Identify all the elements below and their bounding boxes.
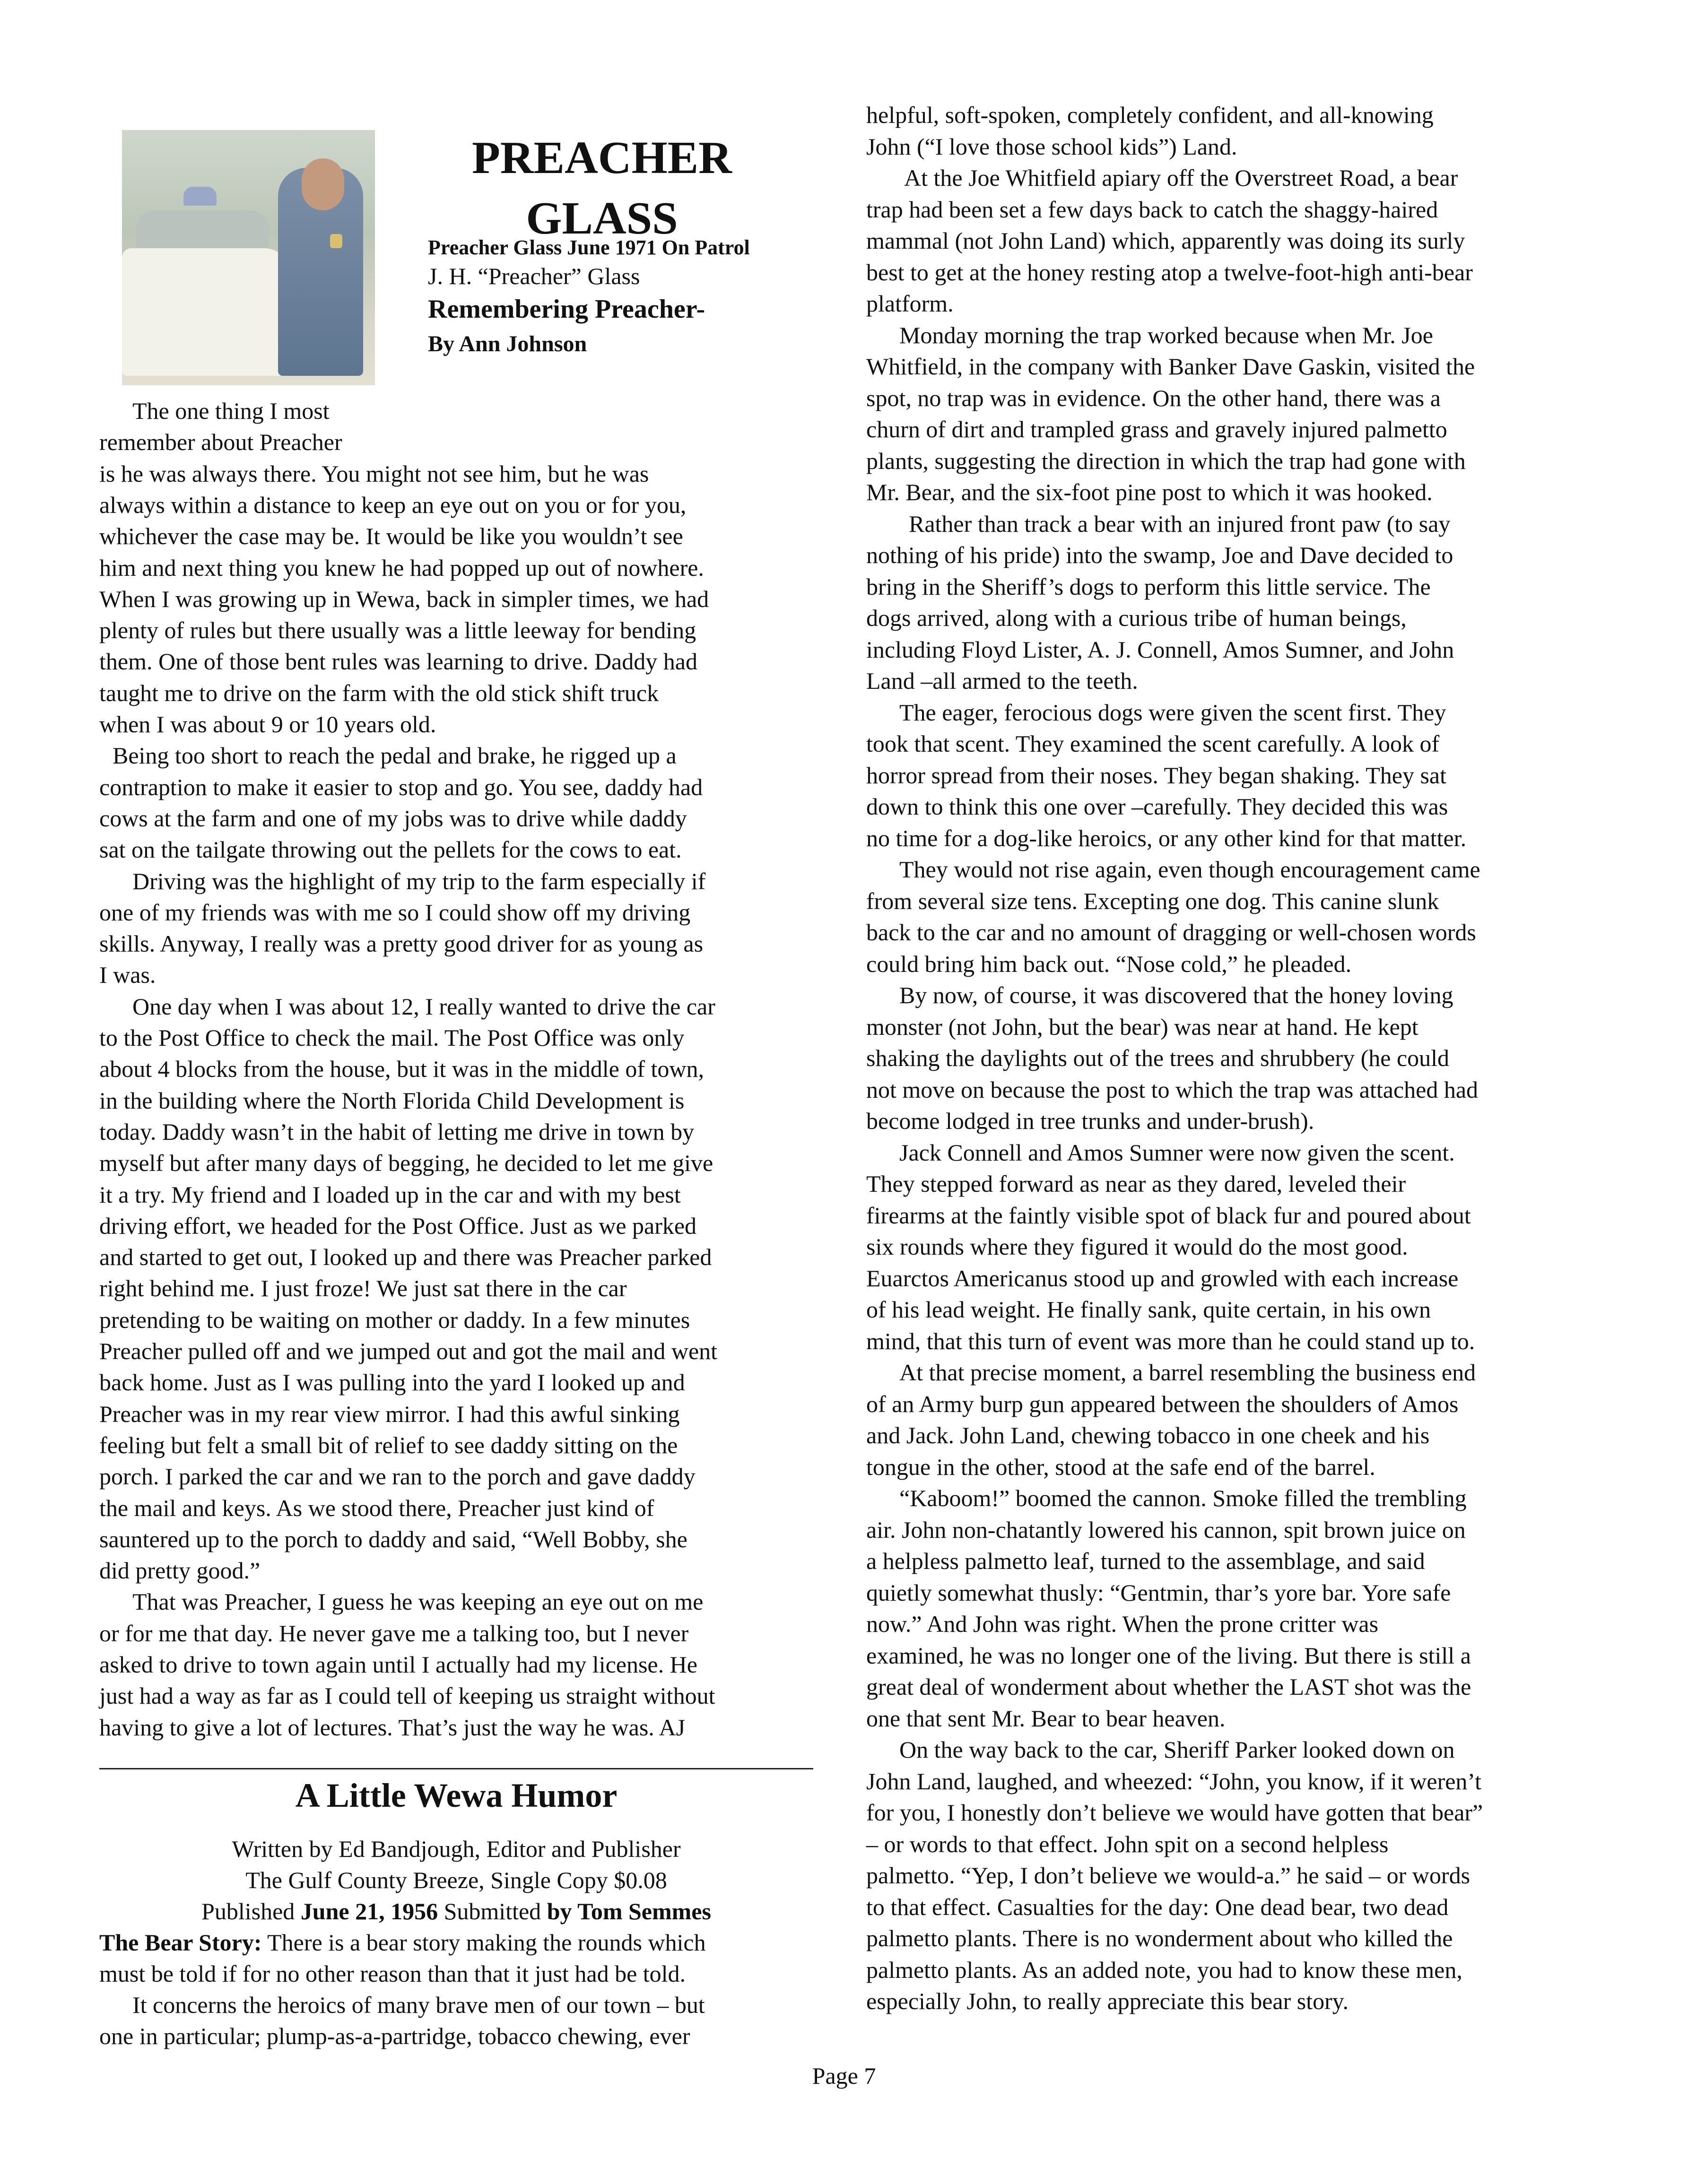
text-line: for you, I honestly don’t believe we would have gotten that bear” — [866, 1799, 1483, 1826]
text-line: one that sent Mr. Bear to bear heaven. — [866, 1705, 1226, 1732]
published-date: June 21, 1956 — [300, 1898, 438, 1924]
text-line: contraption to make it easier to stop and go. You see, daddy had — [99, 773, 703, 800]
humor-heading: A Little Wewa Humor — [295, 1777, 618, 1814]
text-line: including Floyd Lister, A. J. Connell, Amos Sumner, and John — [866, 636, 1454, 663]
text-line: back to the car and no amount of dragging or well-chosen words — [866, 919, 1476, 945]
title-line-2: GLASS — [526, 193, 678, 244]
text-line: whichever the case may be. It would be like you wouldn’t see — [99, 523, 683, 550]
text-line: plants, suggesting the direction in which the trap had gone with — [866, 447, 1466, 474]
text-line: pretending to be waiting on mother or daddy. In a few minutes — [99, 1306, 690, 1333]
text-line: back home. Just as I was pulling into the yard I looked up and — [99, 1369, 685, 1396]
text-line: and started to get out, I looked up and there was Preacher parked — [99, 1244, 712, 1271]
text-line: tongue in the other, stood at the safe end of the barrel. — [866, 1453, 1375, 1480]
text-line: not move on because the post to which the trap was attached had — [866, 1076, 1479, 1103]
page-number: Page 7 — [812, 2063, 876, 2089]
text-line: Rather than track a bear with an injured front paw (to say — [909, 510, 1451, 537]
text-line: churn of dirt and trampled grass and gravely injured palmetto — [866, 416, 1447, 442]
text-line: to that effect. Casualties for the day: One dead bear, two dead — [866, 1893, 1449, 1920]
submitted-label: Submitted — [438, 1898, 547, 1924]
text-line: Land –all armed to the teeth. — [866, 667, 1138, 694]
humor-credit-1: Written by Ed Bandjough, Editor and Publisher — [232, 1836, 681, 1862]
text-line: six rounds where they figured it would do the most good. — [866, 1233, 1408, 1260]
text-line: asked to drive to town again until I actually had my license. He — [99, 1651, 697, 1678]
text-line: – or words to that effect. John spit on a second helpless — [866, 1830, 1389, 1857]
text-line: especially John, to really appreciate this bear story. — [866, 1988, 1349, 2014]
text-line: porch. I parked the car and we ran to the porch and gave daddy — [99, 1463, 696, 1490]
text-line: That was Preacher, I guess he was keeping an eye out on me — [132, 1588, 704, 1615]
text-line: best to get at the honey resting atop a twelve-foot-high anti-bear — [866, 259, 1473, 286]
text-line: or for me that day. He never gave me a talking too, but I never — [99, 1620, 689, 1647]
byline: By Ann Johnson — [428, 331, 587, 356]
text-line: Monday morning the trap worked because when Mr. Joe — [899, 321, 1433, 348]
text-line: feeling but felt a small bit of relief to see daddy sitting on the — [99, 1431, 678, 1458]
text-line: from several size tens. Excepting one dog. This canine slunk — [866, 887, 1439, 914]
text-line: palmetto plants. There is no wonderment about who killed the — [866, 1925, 1453, 1951]
text-line: now.” And John was right. When the prone critter was — [866, 1611, 1379, 1637]
text-line: always within a distance to keep an eye out on you or for you, — [99, 491, 687, 518]
text-line: dogs arrived, along with a curious tribe of human beings, — [866, 605, 1407, 631]
text-line: Jack Connell and Amos Sumner were now given the scent. — [899, 1139, 1455, 1166]
title-line-1: PREACHER — [472, 132, 732, 183]
text-line: Preacher was in my rear view mirror. I had this awful sinking — [99, 1400, 680, 1427]
text-line: nothing of his pride) into the swamp, Joe and Dave decided to — [866, 542, 1453, 568]
text-line: platform. — [866, 290, 954, 317]
text-line: the mail and keys. As we stood there, Preacher just kind of — [99, 1494, 654, 1521]
text-line: On the way back to the car, Sheriff Parker looked down on — [899, 1736, 1455, 1763]
text-line: Euarctos Americanus stood up and growled with each increase — [866, 1265, 1459, 1291]
text-line: At that precise moment, a barrel resembling the business end — [899, 1359, 1476, 1386]
text-line: no time for a dog-like heroics, or any other kind for that matter. — [866, 824, 1467, 851]
text-line: Mr. Bear, and the six-foot pine post to which it was hooked. — [866, 479, 1433, 505]
text-line: Being too short to reach the pedal and brake, he rigged up a — [113, 742, 677, 769]
section-divider — [99, 1768, 813, 1769]
submitted-by: by Tom Semmes — [547, 1898, 711, 1924]
text-line: taught me to drive on the farm with the old stick shift truck — [99, 679, 659, 706]
humor-credit-2: The Gulf County Breeze, Single Copy $0.08 — [245, 1867, 667, 1893]
text-line: shaking the daylights out of the trees and shrubbery (he could — [866, 1045, 1450, 1071]
text-line: did pretty good.” — [99, 1557, 261, 1584]
text-line: mind, that this turn of event was more than he could stand up to. — [866, 1327, 1475, 1354]
text-line: great deal of wonderment about whether the LAST shot was the — [866, 1673, 1471, 1700]
text-line: They stepped forward as near as they dared, leveled their — [866, 1170, 1406, 1197]
photo-caption: Preacher Glass June 1971 On Patrol — [428, 236, 750, 259]
text-line: air. John non-chatantly lowered his cannon, spit brown juice on — [866, 1516, 1466, 1543]
text-line: Driving was the highlight of my trip to the farm especially if — [132, 867, 706, 894]
text-line: One day when I was about 12, I really wanted to drive the car — [132, 993, 715, 1020]
text-line: palmetto plants. As an added note, you had to know these men, — [866, 1956, 1462, 1983]
text-line: must be told if for no other reason than that it just had be told. — [99, 1960, 686, 1987]
text-line: today. Daddy wasn’t in the habit of letting me drive in town by — [99, 1118, 695, 1145]
text-line: a helpless palmetto leaf, turned to the assemblage, and said — [866, 1548, 1425, 1574]
text-line: about 4 blocks from the house, but it was in the middle of town, — [99, 1056, 704, 1083]
text-line: it a try. My friend and I loaded up in the car and with my best — [99, 1181, 681, 1208]
text-line: Whitfield, in the company with Banker Dave Gaskin, visited the — [866, 353, 1475, 380]
text-line: could bring him back out. “Nose cold,” he pleaded. — [866, 950, 1352, 977]
text-line: remember about Preacher — [99, 429, 342, 456]
text-line: them. One of those bent rules was learning to drive. Daddy had — [99, 648, 697, 675]
text-line: one of my friends was with me so I could show off my driving — [99, 899, 691, 926]
text-line: John Land, laughed, and wheezed: “John, you know, if it weren’t — [866, 1768, 1482, 1794]
text-line: took that scent. They examined the scent carefully. A look of — [866, 730, 1440, 757]
article-subtitle: Remembering Preacher- — [428, 295, 705, 324]
text-line: one in particular; plump-as-a-partridge, tobacco chewing, ever — [99, 2023, 690, 2049]
text-line: mammal (not John Land) which, apparently was doing its surly — [866, 227, 1465, 254]
preacher-glass-photo — [122, 130, 375, 385]
bear-story-intro — [99, 1927, 706, 1958]
text-line: firearms at the faintly visible spot of black fur and poured about — [866, 1202, 1471, 1229]
text-line: to the Post Office to check the mail. The Post Office was only — [99, 1024, 685, 1051]
text-line: examined, he was no longer one of the living. But there is still a — [866, 1642, 1471, 1669]
text-line: driving effort, we headed for the Post Office. Just as we parked — [99, 1212, 697, 1239]
text-line: At the Joe Whitfield apiary off the Overstreet Road, a bear — [904, 165, 1458, 191]
text-line: By now, of course, it was discovered that the honey loving — [899, 982, 1453, 1008]
text-line: sat on the tailgate throwing out the pellets for the cows to eat. — [99, 836, 682, 863]
text-line: in the building where the North Florida Child Development is — [99, 1087, 685, 1114]
text-line: John (“I love those school kids”) Land. — [866, 133, 1237, 160]
text-line: skills. Anyway, I really was a pretty good driver for as young as — [99, 930, 704, 957]
text-line: horror spread from their noses. They began shaking. They sat — [866, 762, 1447, 789]
text-line: palmetto. “Yep, I don’t believe we would-a.” he said – or words — [866, 1862, 1470, 1889]
text-line: bring in the Sheriff’s dogs to perform this little service. The — [866, 573, 1431, 600]
text-line: him and next thing you knew he had popped up out of nowhere. — [99, 554, 704, 581]
text-line: When I was growing up in Wewa, back in simpler times, we had — [99, 585, 709, 612]
text-line: trap had been set a few days back to catch the shaggy-haired — [866, 196, 1438, 223]
text-line: Preacher pulled off and we jumped out and got the mail and went — [99, 1338, 718, 1364]
text-line: monster (not John, but the bear) was near at hand. He kept — [866, 1013, 1418, 1040]
text-line: become lodged in tree trunks and under-brush). — [866, 1108, 1314, 1134]
text-line: sauntered up to the porch to daddy and said, “Well Bobby, she — [99, 1525, 687, 1552]
text-line: just had a way as far as I could tell of keeping us straight without — [99, 1682, 715, 1709]
text-line: quietly somewhat thusly: “Gentmin, thar’s yore bar. Yore safe — [866, 1579, 1451, 1606]
text-line: myself but after many days of begging, he decided to let me give — [99, 1150, 713, 1177]
text-line: spot, no trap was in evidence. On the other hand, there was a — [866, 384, 1441, 411]
text-line: plenty of rules but there usually was a little leeway for bending — [99, 617, 696, 644]
text-line: The eager, ferocious dogs were given the scent first. They — [899, 699, 1446, 726]
text-line: down to think this one over –carefully. They decided this was — [866, 793, 1448, 820]
text-line: is he was always there. You might not see him, but he was — [99, 460, 649, 487]
text-line: The one thing I most — [132, 398, 330, 424]
text-line: when I was about 9 or 10 years old. — [99, 711, 436, 737]
bear-story-label: The Bear Story: — [99, 1929, 262, 1956]
article-title — [448, 128, 756, 249]
bear-story-intro-text: There is a bear story making the rounds which — [261, 1929, 706, 1956]
text-line: of an Army burp gun appeared between the shoulders of Amos — [866, 1390, 1459, 1417]
text-line: right behind me. I just froze! We just sat there in the car — [99, 1275, 627, 1302]
humor-published-line — [99, 1896, 813, 1927]
text-line: cows at the farm and one of my jobs was to drive while daddy — [99, 805, 687, 832]
text-line: having to give a lot of lectures. That’s just the way he was. AJ — [99, 1714, 686, 1741]
text-line: of his lead weight. He finally sank, quite certain, in his own — [866, 1296, 1431, 1323]
text-line: helpful, soft-spoken, completely confident, and all-knowing — [866, 102, 1434, 128]
text-line: “Kaboom!” boomed the cannon. Smoke filled the trembling — [899, 1485, 1467, 1511]
published-label: Published — [201, 1898, 301, 1924]
text-line: They would not rise again, even though encouragement came — [899, 856, 1480, 883]
text-line: I was. — [99, 962, 156, 988]
text-line: It concerns the heroics of many brave men of our town – but — [132, 1992, 705, 2018]
text-line: and Jack. John Land, chewing tobacco in one cheek and his — [866, 1422, 1430, 1448]
name-line: J. H. “Preacher” Glass — [428, 263, 640, 289]
